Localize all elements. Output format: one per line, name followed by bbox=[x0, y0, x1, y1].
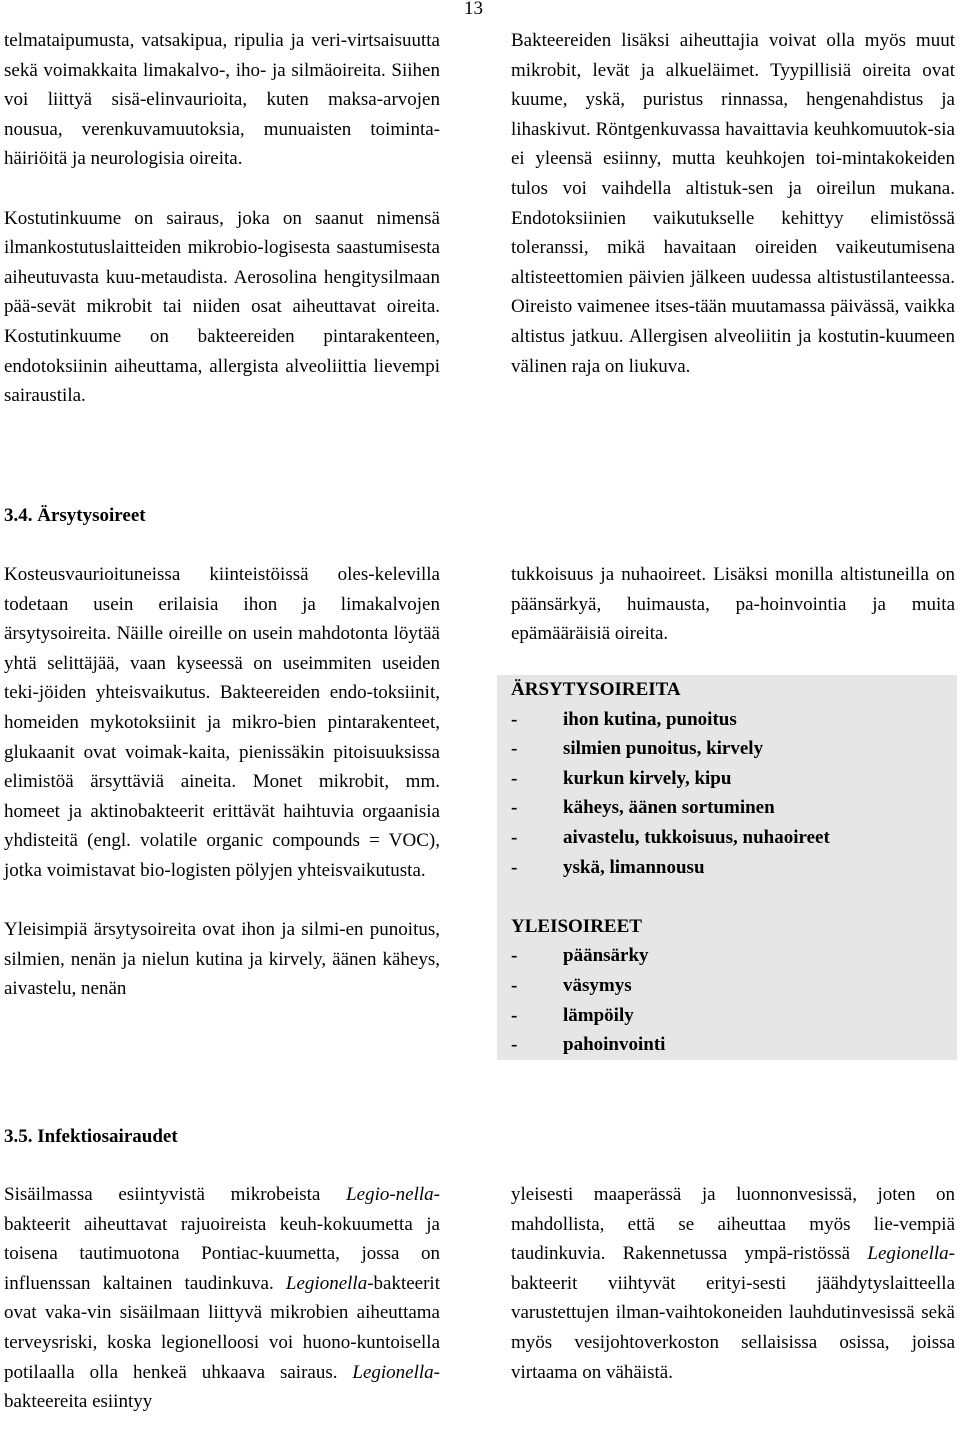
section-35-right-column bbox=[511, 1180, 955, 1387]
list-item-text: pahoinvointi bbox=[563, 1034, 666, 1056]
list-dash: - bbox=[511, 738, 518, 760]
list-item bbox=[511, 1001, 957, 1031]
text-run: -bakteereita esiintyy bbox=[4, 1361, 440, 1413]
list-item bbox=[511, 793, 957, 823]
text-run: Sisäilmassa esiintyvistä mikrobeista bbox=[4, 1184, 347, 1205]
section-34-right-column bbox=[511, 560, 955, 649]
top-left-column bbox=[4, 26, 440, 411]
list-item bbox=[511, 734, 957, 764]
paragraph: Yleisimpiä ärsytysoireita ovat ihon ja silmi-en punoitus, silmien, nenän ja nielun kutina ja kirvely, äänen käheys, aivastelu, nenän bbox=[4, 919, 440, 1000]
symptom-box bbox=[497, 675, 957, 1060]
page-number: 13 bbox=[464, 0, 483, 19]
text-run: -bakteerit ovat vaka-vin sisäilmaan liittyvä mikrobien aiheuttama terveysriski, koska legionelloosi voi huono-kuntoisella potilaalla olla henkeä uhkaava sairaus. bbox=[4, 1272, 440, 1383]
box-title: ÄRSYTYSOIREITA bbox=[511, 679, 681, 700]
list-item bbox=[511, 1030, 957, 1060]
paragraph bbox=[4, 1180, 440, 1417]
general-symptom-list bbox=[497, 941, 957, 1059]
section-35-left-column bbox=[4, 1180, 440, 1417]
list-item-text: ihon kutina, punoitus bbox=[563, 708, 737, 730]
paragraph: tukkoisuus ja nuhaoireet. Lisäksi monilla altistuneilla on päänsärkyä, huimausta, pa-hoinvointia ja muita epämääräisiä oireita. bbox=[511, 564, 955, 645]
list-item bbox=[511, 971, 957, 1001]
symptom-list bbox=[497, 705, 957, 883]
list-item bbox=[511, 764, 957, 794]
list-dash: - bbox=[511, 1034, 518, 1056]
list-item-text: aivastelu, tukkoisuus, nuhaoireet bbox=[563, 826, 830, 848]
list-dash: - bbox=[511, 974, 518, 996]
list-item bbox=[511, 823, 957, 853]
paragraph: Kostutinkuume on sairaus, joka on saanut nimensä ilmankostutuslaitteiden mikrobio-logisesta saastumisesta aiheutuvasta kuu-metaudista. Aerosolina hengitysilmaan pää-sevät mikrobit tai niiden osat aiheuttavat oireita. Kostutinkuume on bakteereiden pintarakenteen, endotoksiinin aiheuttama, allergista alveoliittia lievempi sairaustila. bbox=[4, 207, 440, 407]
paragraph bbox=[511, 1180, 955, 1387]
genus-name: Legionella bbox=[352, 1361, 434, 1383]
paragraph: telmataipumusta, vatsakipua, ripulia ja veri-virtsaisuutta sekä voimakkaita limakalvo-, iho- ja silmäoireita. Siihen voi liittyä sisä-elinvaurioita, kuten maksa-arvojen nousua, verenkuvamuutoksia, munuaisten toiminta-häiriöitä ja neurologisia oireita. bbox=[4, 30, 440, 170]
top-right-column bbox=[511, 26, 955, 381]
list-dash: - bbox=[511, 945, 518, 967]
genus-name: Legionella bbox=[867, 1243, 949, 1265]
genus-name: Legionella bbox=[285, 1272, 368, 1294]
list-item-text: lämpöily bbox=[563, 1004, 634, 1026]
section-34-left-column bbox=[4, 560, 440, 1004]
list-item-text: käheys, äänen sortuminen bbox=[563, 797, 775, 819]
list-dash: - bbox=[511, 767, 518, 789]
paragraph: Bakteereiden lisäksi aiheuttajia voivat olla myös muut mikrobit, levät ja alkueläimet. Tyypillisiä oireita ovat kuume, yskä, puristus rinnassa, hengenahdistus ja lihaskivut. Röntgenkuvassa havaittavia keuhkomuutok-sia ei yleensä esiinny, mutta keuhkojen toi-mintakokeiden tulos voi vaihdella altistuk-sen ja oireilun mukana. Endotoksiinien vaikutukselle kehittyy elimistössä toleranssi, mikä havaitaan oireiden vaikeutumisena altisteettomien päivien jälkeen uudessa altistustilanteessa. Oireisto vaimenee itses-tään muutamassa päivässä, vaikka altistus jatkuu. Allergisen alveoliitin ja kostutin-kuumeen välinen raja on liukuva. bbox=[511, 30, 955, 377]
list-dash: - bbox=[511, 797, 518, 819]
list-item-text: päänsärky bbox=[563, 945, 649, 967]
list-item bbox=[511, 705, 957, 735]
paragraph: Kosteusvaurioituneissa kiinteistöissä oles-kelevilla todetaan usein erilaisia ihon ja limakalvojen ärsytysoireita. Näille oireille on usein mahdotonta löytää yhtä selittäjää, vaan kyseessä on useimmiten useiden teki-jöiden yhteisvaikutus. Bakteereiden endo-toksiinit, homeiden mykotoksiinit ja mikro-bien pintarakenteet, glukaanit ovat voimak-kaita, pienissäkin pitoisuuksissa elimistöä ärsyttäviä aineita. Monet mikrobit, mm. homeet ja aktinobakteerit erittävät haihtuvia orgaanisia yhdisteitä (engl. volatile organic compounds = VOC), jotka voimistavat bio-logisten pölyjen yhteisvaikutusta. bbox=[4, 564, 440, 881]
list-item-text: yskä, limannousu bbox=[563, 856, 705, 878]
text-run: yleisesti maaperässä ja luonnonvesissä, joten on mahdollista, että se aiheuttaa myös lie-vempiä taudinkuvia. Rakennetussa ympä-ristössä bbox=[511, 1184, 955, 1265]
box-title: YLEISOIREET bbox=[511, 915, 642, 937]
genus-name: Legio-nella bbox=[346, 1184, 434, 1205]
list-dash: - bbox=[511, 856, 518, 878]
section-heading: 3.5. Infektiosairaudet bbox=[4, 1126, 178, 1147]
text-run: -bakteerit aiheuttavat rajuoireista keuh-kokuumetta ja toisena tautimuotona Pontiac-kuumetta, jossa on influenssan kaltainen taudinkuva. bbox=[4, 1184, 440, 1294]
list-item bbox=[511, 853, 957, 883]
list-item-text: silmien punoitus, kirvely bbox=[563, 738, 764, 760]
list-item bbox=[511, 941, 957, 971]
text-run: -bakteerit viihtyvät erityi-sesti jäähdytyslaitteella varustettujen ilman-vaihtokoneiden lauhdutinvesissä sekä myös vesijohtoverkoston sellaisissa osissa, joissa virtaama on vähäistä. bbox=[511, 1243, 955, 1383]
list-dash: - bbox=[511, 1004, 518, 1026]
list-dash: - bbox=[511, 826, 518, 848]
section-heading: 3.4. Ärsytysoireet bbox=[4, 505, 146, 526]
list-item-text: väsymys bbox=[563, 974, 632, 996]
list-dash: - bbox=[511, 708, 518, 730]
list-item-text: kurkun kirvely, kipu bbox=[563, 767, 732, 789]
